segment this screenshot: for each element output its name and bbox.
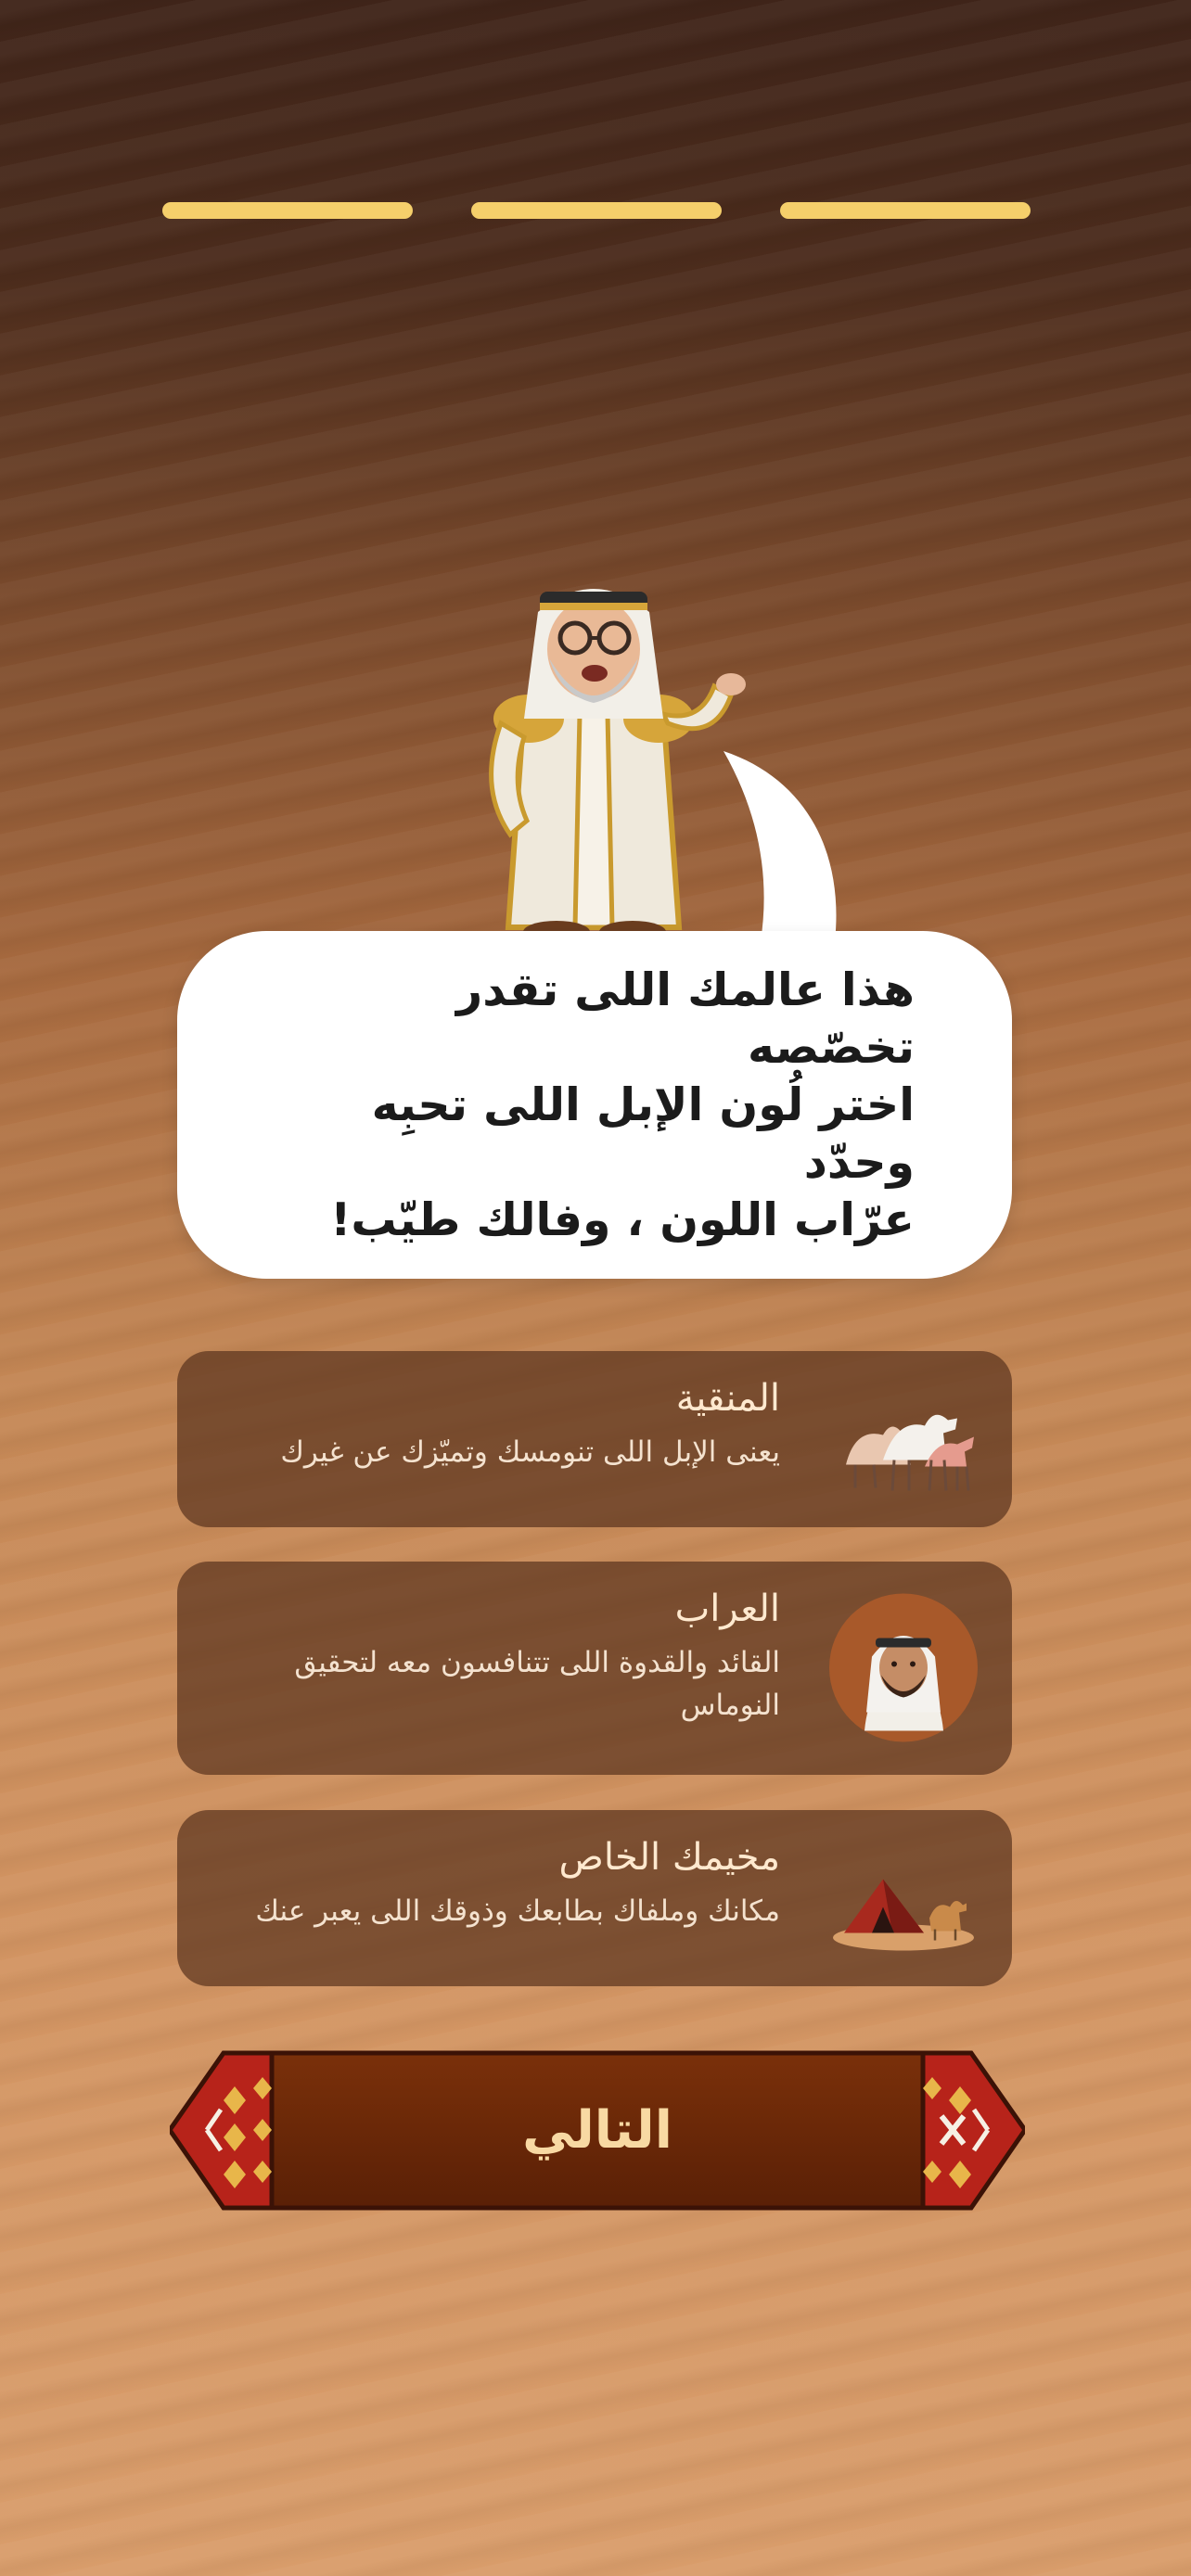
- option-title: العراب: [674, 1588, 780, 1630]
- progress-step-1: [162, 202, 413, 219]
- speech-line-1: هذا عالمك اللى تقدر تخصّصه: [456, 963, 915, 1074]
- option-card-camp[interactable]: [177, 1810, 1012, 1986]
- camel-herd-icon: [827, 1363, 980, 1516]
- option-description: مكانك وملفاك بطابعك وذوقك اللى يعبر عنك: [255, 1894, 780, 1928]
- option-card-camels[interactable]: [177, 1351, 1012, 1527]
- option-description: القائد والقدوة اللى تتنافسون معه لتحقيق النوماس: [294, 1646, 780, 1722]
- next-button[interactable]: [170, 2049, 1025, 2212]
- option-card-leader[interactable]: [177, 1562, 1012, 1775]
- option-title: مخيمك الخاص: [558, 1836, 780, 1879]
- option-description: يعنى الإبل اللى تنومسك وتميّزك عن غيرك: [280, 1435, 780, 1469]
- speech-line-3: عرّاب اللون ، وفالك طيّب!: [330, 1192, 915, 1246]
- desert-tent-icon: [827, 1822, 980, 1975]
- bedouin-elder-mascot-icon: [436, 556, 751, 955]
- bedouin-avatar-icon: [827, 1592, 980, 1745]
- speech-bubble: [177, 931, 1012, 1279]
- speech-line-2: اختر لُون الإبل اللى تحبِه وحدّد: [371, 1078, 915, 1189]
- progress-step-3: [780, 202, 1031, 219]
- progress-step-2: [471, 202, 722, 219]
- option-title: المنقية: [675, 1377, 780, 1420]
- next-button-label: التالي: [522, 2100, 672, 2161]
- speech-bubble-text: [275, 962, 915, 1249]
